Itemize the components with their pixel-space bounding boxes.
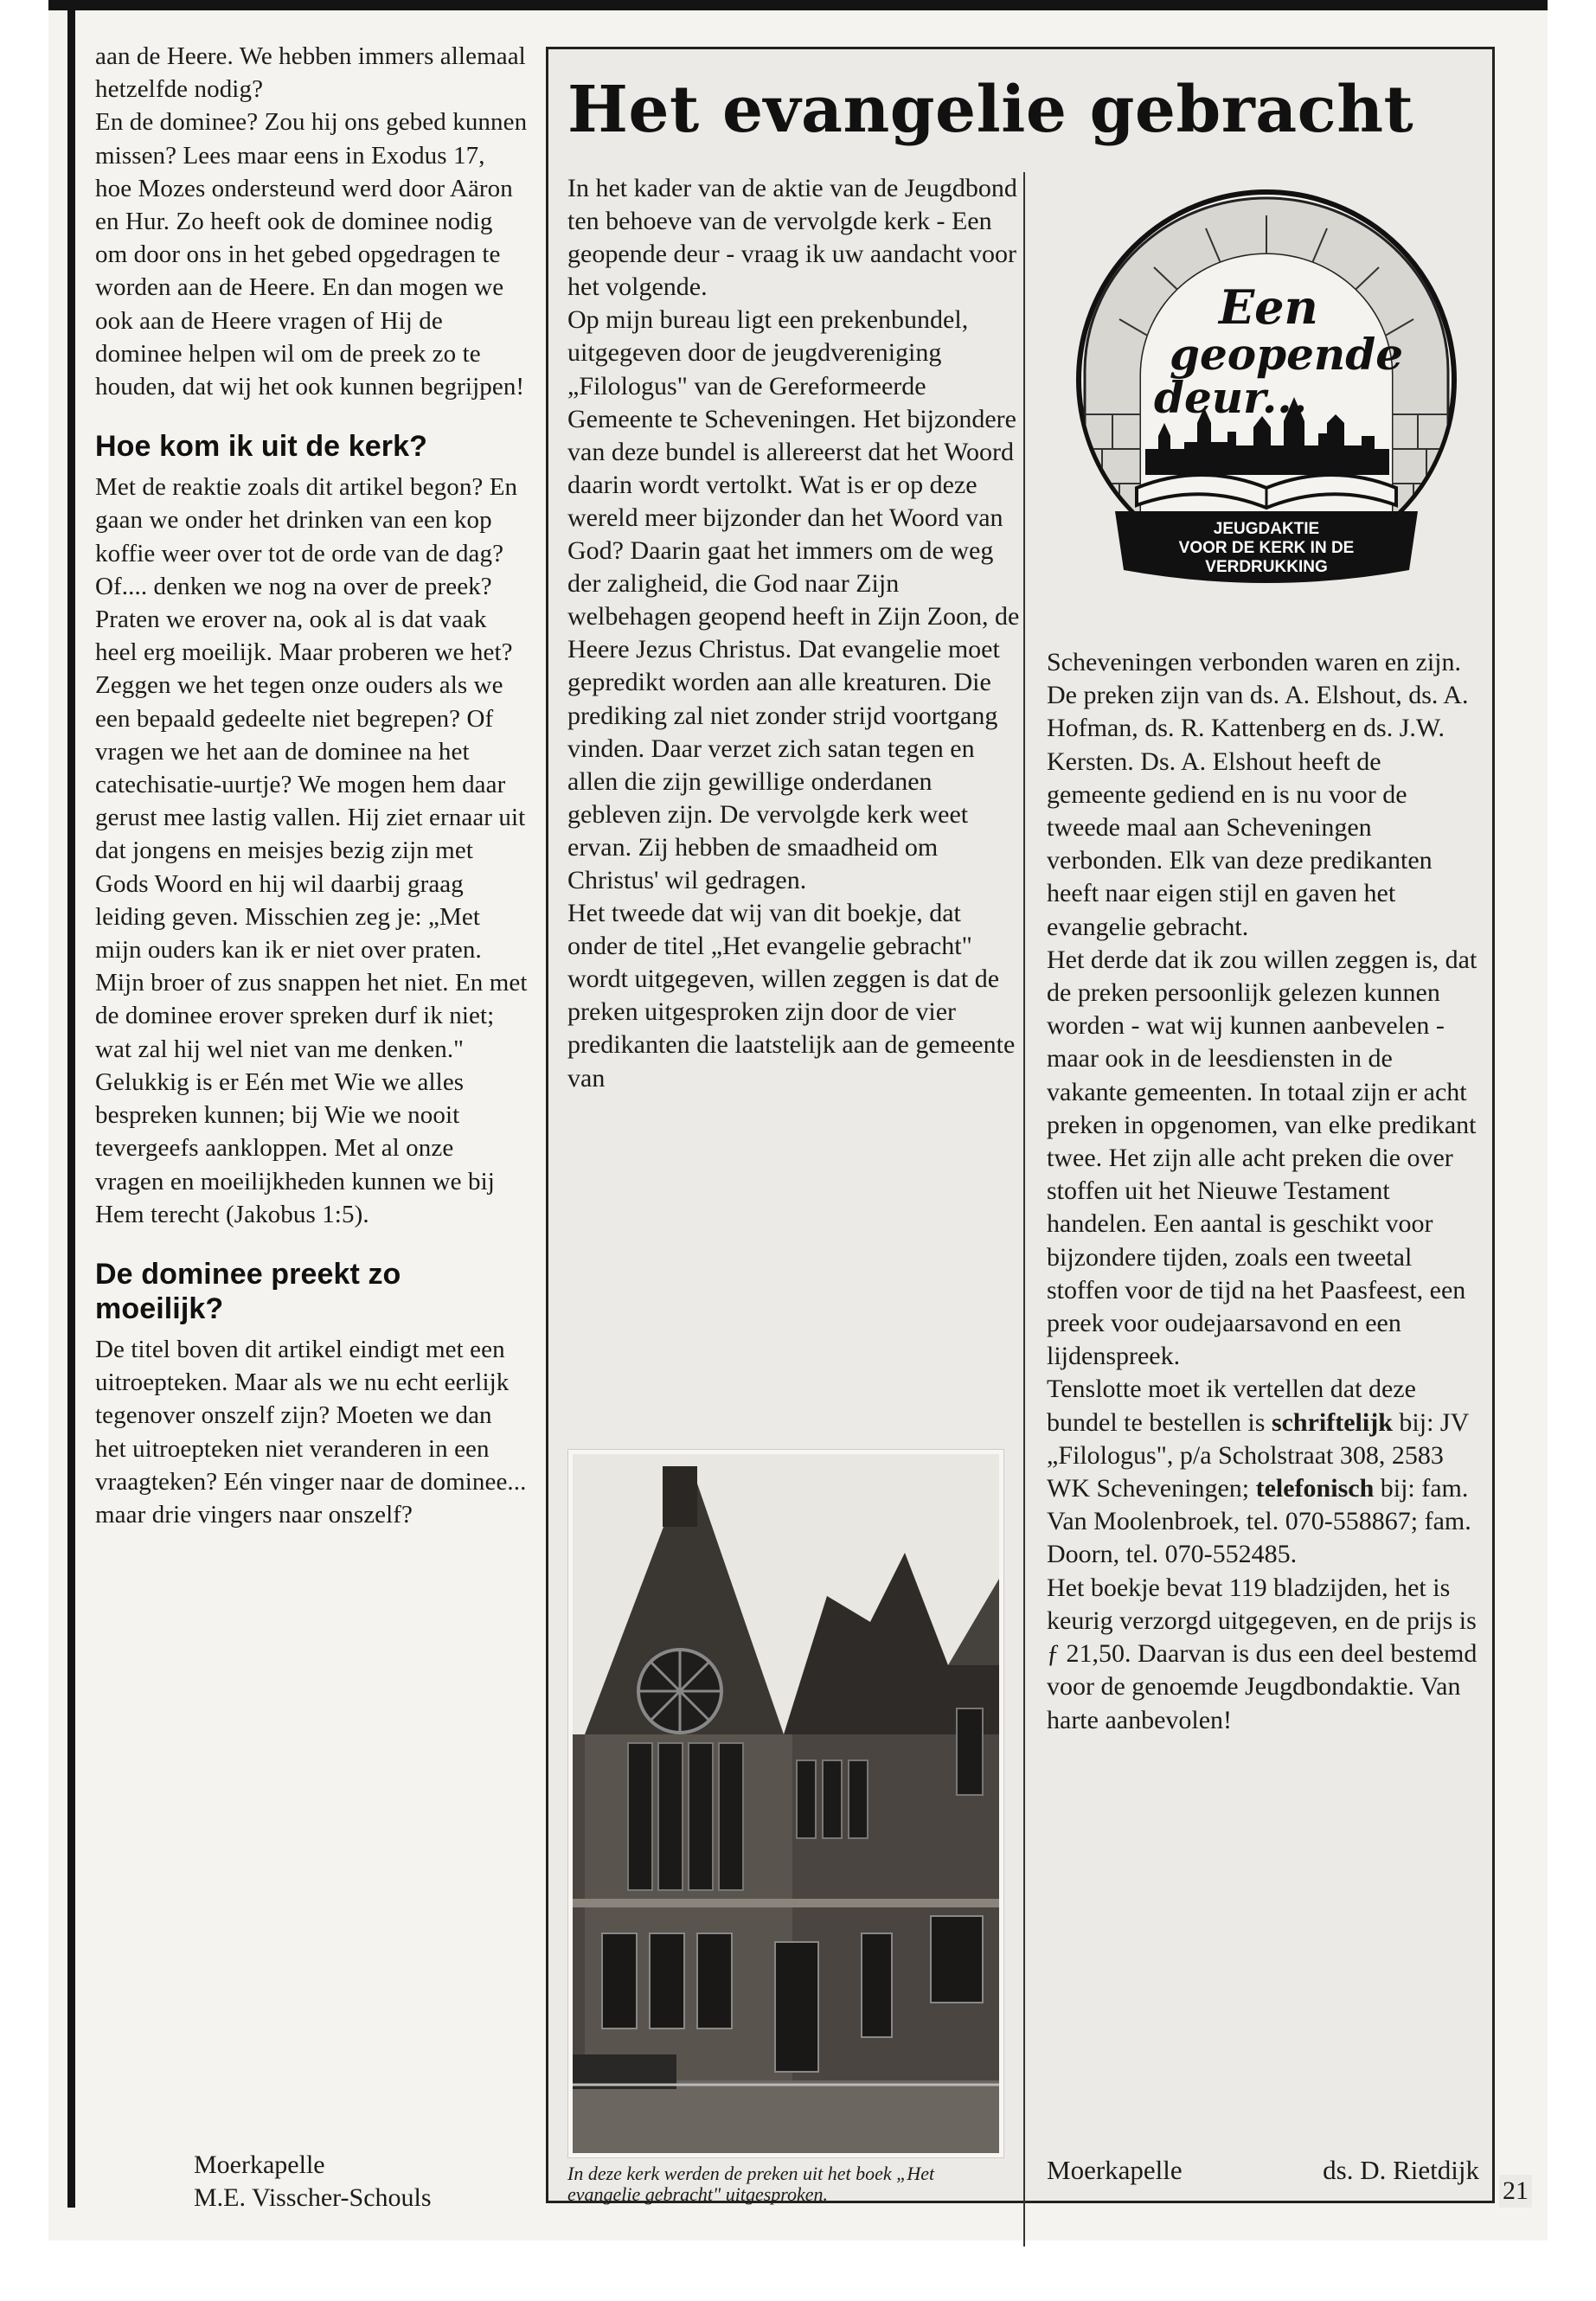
order-paragraph — [1047, 1373, 1479, 1571]
order-phone-numbers: bij: fam. Van Moolenbroek, tel. 070-558867; fam. Doorn, tel. 070-552485. — [1047, 1474, 1471, 1569]
page-number: 21 — [1499, 2175, 1532, 2208]
article-paragraph: Op mijn bureau ligt een prekenbundel, uitgegeven door de jeugdvereniging „Filologus" van de Gereformeerde Gemeente te Scheveningen. Het bijzondere van deze bundel is allereerst dat het Woord daarin wordt vertolkt. Wat is er op deze wereld meer bijzonder dan het Woord van God? Daarin gaat het immers om de weg der zaligheid, die God naar Zijn welbehagen geopend heeft in Zijn Zoon, de Heere Jezus Christus. Dat evangelie moet gepredikt worden aan alle kreaturen. Die prediking zal niet zonder strijd voortgang vinden. Daar verzet zich satan tegen en allen die zijn gewillige onderdanen gebleven zijn. De vervolgde kerk weet ervan. Zij hebben de smaadheid om Christus' wil gedragen. — [567, 305, 1020, 894]
left-margin-rule — [67, 10, 75, 2208]
article-paragraph: Het tweede dat wij van dit boekje, dat onder de titel „Het evangelie gebracht" wordt uitgegeven, willen zeggen is dat de preken uitgesproken zijn door de vier predikanten die laatstelijk aan de gemeente van — [567, 899, 1016, 1093]
article-paragraph: Het boekje bevat 119 bladzijden, het is keurig verzorgd uitgegeven, en de prijs is ƒ 21,50. Daarvan is dus een deel bestemd voor de genoemde Jeugdbondaktie. Van harte aanbevolen! — [1047, 1573, 1477, 1734]
church-photo — [567, 1449, 1004, 2158]
logo-title-line1: Een — [1219, 279, 1318, 335]
article-paragraph: Het derde dat ik zou willen zeggen is, dat de preken persoonlijk gelezen kunnen worden - wat wij kunnen aanbevelen - maar ook in de leesdiensten in de vakante gemeenten. In totaal zijn er acht preken in opgenomen, van elke predikant twee. Het zijn alle acht preken die over stoffen uit het Nieuwe Testament handelen. Een aantal is geschikt voor bijzondere tijden, zoals een tweetal stoffen voor de tijd na het Paasfeest, een preek voor oudejaarsavond en een lijdenspreek. — [1047, 945, 1477, 1371]
article-paragraph: In het kader van de aktie van de Jeugdbond ten behoeve van de vervolgde kerk - Een geopende deur - vraag ik uw aandacht voor het volgende. — [567, 174, 1017, 302]
left-column — [95, 40, 528, 1531]
article-headline: Het evangelie gebracht — [567, 73, 1414, 147]
logo-title-line3: deur... — [1154, 372, 1308, 423]
order-text: Tenslotte moet ik vertellen dat deze bundel te bestellen is — [1047, 1375, 1416, 1437]
signature-place: Moerkapelle — [194, 2150, 325, 2179]
signature-author: ds. D. Rietdijk — [1323, 2155, 1479, 2185]
article-signature — [1047, 2153, 1479, 2188]
order-bold-written: schriftelijk — [1271, 1407, 1393, 1437]
article-column-right — [1047, 646, 1479, 1737]
article-paragraph: Scheveningen verbonden waren en zijn. De preken zijn van ds. A. Elshout, ds. A. Hofman, ds. R. Kattenberg en ds. J.W. Kersten. Ds. A. Elshout heeft de gemeente gediend en is nu voor de tweede maal aan Scheveningen verbonden. Elk van deze predikanten heeft naar eigen stijl en gaven het evangelie gebracht. — [1047, 648, 1469, 941]
signature-author: M.E. Visscher-Schouls — [194, 2183, 432, 2212]
signature-place: Moerkapelle — [1047, 2155, 1183, 2185]
section-heading: Hoe kom ik uit de kerk? — [95, 430, 427, 464]
banner-line2: VOOR DE KERK IN DE — [1178, 539, 1355, 557]
section-heading: De dominee preekt zo moeilijk? — [95, 1257, 401, 1325]
een-geopende-deur-logo — [1067, 189, 1465, 622]
photo-caption: In deze kerk werden de preken uit het boek „Het evangelie gebracht" uitgesproken. — [567, 2163, 935, 2205]
intro-paragraph: En de dominee? Zou hij ons gebed kunnen missen? Lees maar eens in Exodus 17, hoe Mozes ondersteund werd door Aäron en Hur. Zo heeft ook de dominee nodig om door ons in het gebed opgedragen te worden aan de Heere. En dan mogen we ook aan de Heere vragen of Hij de dominee helpen wil om de preek zo te houden, dat wij het ook kunnen begrijpen! — [95, 108, 528, 401]
column-divider — [1023, 172, 1025, 2247]
banner-line3: VERDRUKKING — [1205, 558, 1328, 576]
banner-line1: JEUGDAKTIE — [1213, 520, 1320, 538]
order-bold-phone: telefonisch — [1255, 1474, 1375, 1503]
logo-title-line2: geopende — [1170, 329, 1404, 380]
article-box — [546, 47, 1495, 2203]
body-paragraph: Met de reaktie zoals dit artikel begon? En gaan we onder het drinken van een kop koffie weer over tot de orde van de dag? — [95, 473, 518, 567]
top-rule — [48, 0, 1548, 10]
intro-paragraph: aan de Heere. We hebben immers allemaal hetzelfde nodig? — [95, 42, 526, 104]
order-address: bij: JV „Filologus", p/a Scholstraat 308, 2583 WK Scheveningen; — [1047, 1407, 1469, 1503]
article-column-left — [567, 172, 1022, 1095]
body-paragraph: De titel boven dit artikel eindigt met een uitroepteken. Maar als we nu echt eerlijk tegenover onszelf zijn? Moeten we dan het uitroepteken niet veranderen in een vraagteken? Eén vinger naar de dominee... maar drie vingers naar onszelf? — [95, 1335, 527, 1529]
left-signature — [194, 2149, 432, 2214]
body-paragraph: Of.... denken we nog na over de preek? Praten we erover na, ook al is dat vaak heel erg moeilijk. Maar proberen we het? Zeggen we het tegen onze ouders als we een bepaald gedeelte niet begrepen? Of vragen we het aan de dominee na het catechisatie-uurtje? We mogen hem daar gerust mee lastig vallen. Hij ziet ernaar uit dat jongens en meisjes bezig zijn met Gods Woord en hij wil daarbij graag leiding geven. Misschien zeg je: „Met mijn ouders kan ik er niet over praten. Mijn broer of zus snappen het niet. En met de dominee erover spreken durf ik niet; wat zal hij wel niet van me denken." Gelukkig is er Eén met Wie we alles bespreken kunnen; bij Wie we nooit tevergeefs aankloppen. Met al onze vragen en moeilijkheden kunnen we bij Hem terecht (Jakobus 1:5). — [95, 572, 528, 1228]
